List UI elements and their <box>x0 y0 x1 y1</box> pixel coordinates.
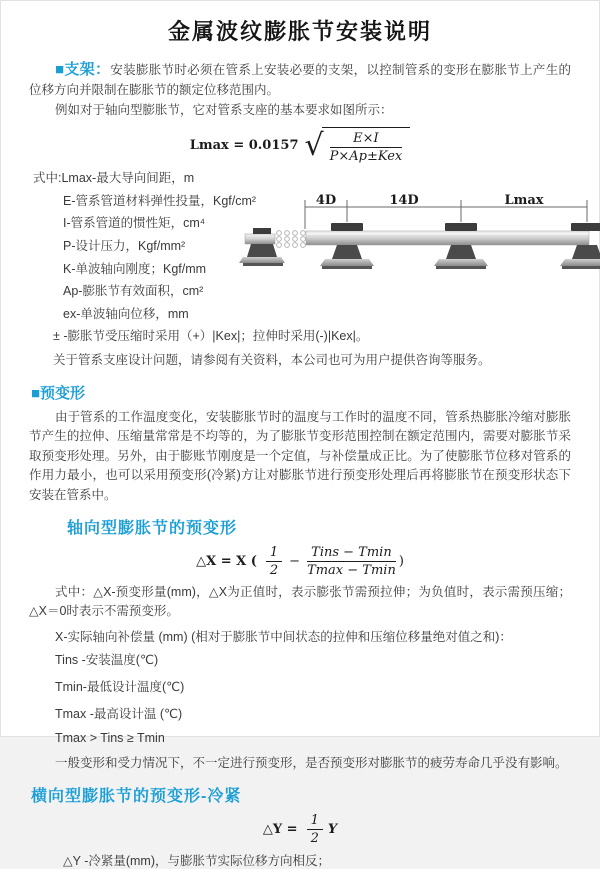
lmax-formula-denominator: P×Ap±Kex <box>329 149 403 164</box>
minus-operator: − <box>289 553 301 569</box>
temp-numerator: Tins − Tmin <box>307 545 396 562</box>
axial-note-paragraph: 一般变形和受力情况下，不一定进行预变形，是否预变形对膨胀节的疲劳寿命几乎没有影响。 <box>55 755 568 770</box>
axial-formula <box>29 545 571 578</box>
half-denominator: 2 <box>310 831 319 846</box>
page-title: 金属波纹膨胀节安装说明 <box>167 19 432 44</box>
dim-label-14d: 14D <box>389 193 419 208</box>
temperature-line: Tmax -最高设计温 (℃) <box>55 706 183 721</box>
guide-support <box>434 223 488 269</box>
cold-tightening-note: △Y -冷紧量(mm)，与膨胀节实际位移方向相反； <box>63 854 331 868</box>
plus-minus-note: ± -膨胀节受压缩时采用（+）|Kex|；拉伸时采用(-)|Kex|。 <box>53 329 369 344</box>
lateral-formula-lhs: △Y = <box>262 822 298 837</box>
half-denominator: 2 <box>269 562 279 578</box>
support-example-paragraph: 例如对于轴向型膨胀节，它对管系支座的基本要求如图所示： <box>55 102 393 117</box>
var-line: P-设计压力，Kgf/mm² <box>63 238 186 253</box>
sqrt-sign: √ <box>304 127 324 163</box>
temperature-inequality: Tmax > Tins ≥ Tmin <box>55 730 165 745</box>
var-line: E-管系管道材料弹性投量，Kgf/cm² <box>63 193 257 208</box>
var-line: I-管系管道的惯性矩，cm⁴ <box>63 216 206 231</box>
axial-formula-rhs: ) <box>398 553 404 569</box>
guide-support <box>320 223 374 269</box>
dim-label-lmax: Lmax <box>504 193 544 208</box>
dim-label-4d: 4D <box>315 193 337 208</box>
half-numerator: 1 <box>266 545 282 562</box>
sqrt-radical <box>305 127 411 164</box>
var-line: ex-单波轴向位移，mm <box>63 306 189 321</box>
guide-support <box>560 223 600 269</box>
temperature-line: Tins -安装温度(℃) <box>55 652 159 667</box>
bellows-coils <box>277 231 306 248</box>
x-definition-line: X-实际轴向补偿量 (mm) (相对于膨胀节中间状态的拉伸和压缩位移量绝对值之和)： <box>55 629 512 644</box>
temp-denominator: Tmax − Tmin <box>307 562 396 578</box>
temperature-line: Tmin-最低设计温度(℃) <box>55 679 185 694</box>
var-intro-line: 式中:Lmax-最大导向间距，m <box>33 171 195 185</box>
axial-subheading: 轴向型膨胀节的预变形 <box>67 519 238 537</box>
lateral-formula <box>29 813 571 846</box>
half-numerator: 1 <box>307 813 323 830</box>
support-section-heading: ■支架： <box>55 61 111 78</box>
predeform-section-heading: ■预变形 <box>31 385 86 402</box>
axial-formula-half <box>266 545 282 578</box>
lmax-formula <box>29 127 571 164</box>
support-intro-paragraph <box>29 58 571 101</box>
support-intro-text: 安装膨胀节时必须在管系上安装必要的支架，以控制管系的变形在膨胀节上产生的位移方向并限制在膨胀节的额定位移范围内。 <box>29 63 571 98</box>
service-note: 关于管系支座设计问题，请参阅有关资料，本公司也可为用户提供咨询等服务。 <box>53 353 491 367</box>
var-line: K-单波轴向刚度；Kgf/mm <box>63 261 207 276</box>
axial-formula-temp-fraction <box>307 545 396 578</box>
lateral-formula-rhs: Y <box>327 822 338 837</box>
dimension-labels <box>316 193 544 208</box>
var-line: Ap-膨胀节有效面积，cm² <box>63 284 204 299</box>
pipe-support-diagram <box>243 193 593 291</box>
lateral-subheading: 横向型膨胀节的预变形-冷紧 <box>31 788 242 805</box>
lateral-formula-half <box>307 813 323 846</box>
lmax-formula-numerator: E×I <box>330 131 403 148</box>
pipe <box>306 231 589 245</box>
axial-explain-paragraph: 式中：△X-预变形量(mm)，△X为正值时，表示膨张节需预拉伸；为负值时，表示需预压缩；△X＝0时表示不需预变形。 <box>29 584 571 619</box>
variable-definitions <box>29 169 571 346</box>
axial-formula-lhs: △X = X ( <box>196 553 257 569</box>
lmax-formula-lhs: Lmax = 0.0157 <box>189 138 299 153</box>
anchor-pipe-stub <box>245 234 275 244</box>
predeform-body-paragraph: 由于管系的工作温度变化，安装膨胀节时的温度与工作时的温度不同，管系热膨胀冷缩对膨胀节产生的拉伸、压缩量常常是不均等的，为了膨胀节变形范围控制在额定范围内，需要对膨胀节采取预变形处理。另外，由于膨账节刚度是一个定值，与补偿量成正比。为了使膨胀节位移对管系的作用力最小，也可以采用预变形(冷紧)方让对膨胀节进行预变形处理后再将膨胀节在预变形状态下安装在管系中。 <box>29 410 571 502</box>
